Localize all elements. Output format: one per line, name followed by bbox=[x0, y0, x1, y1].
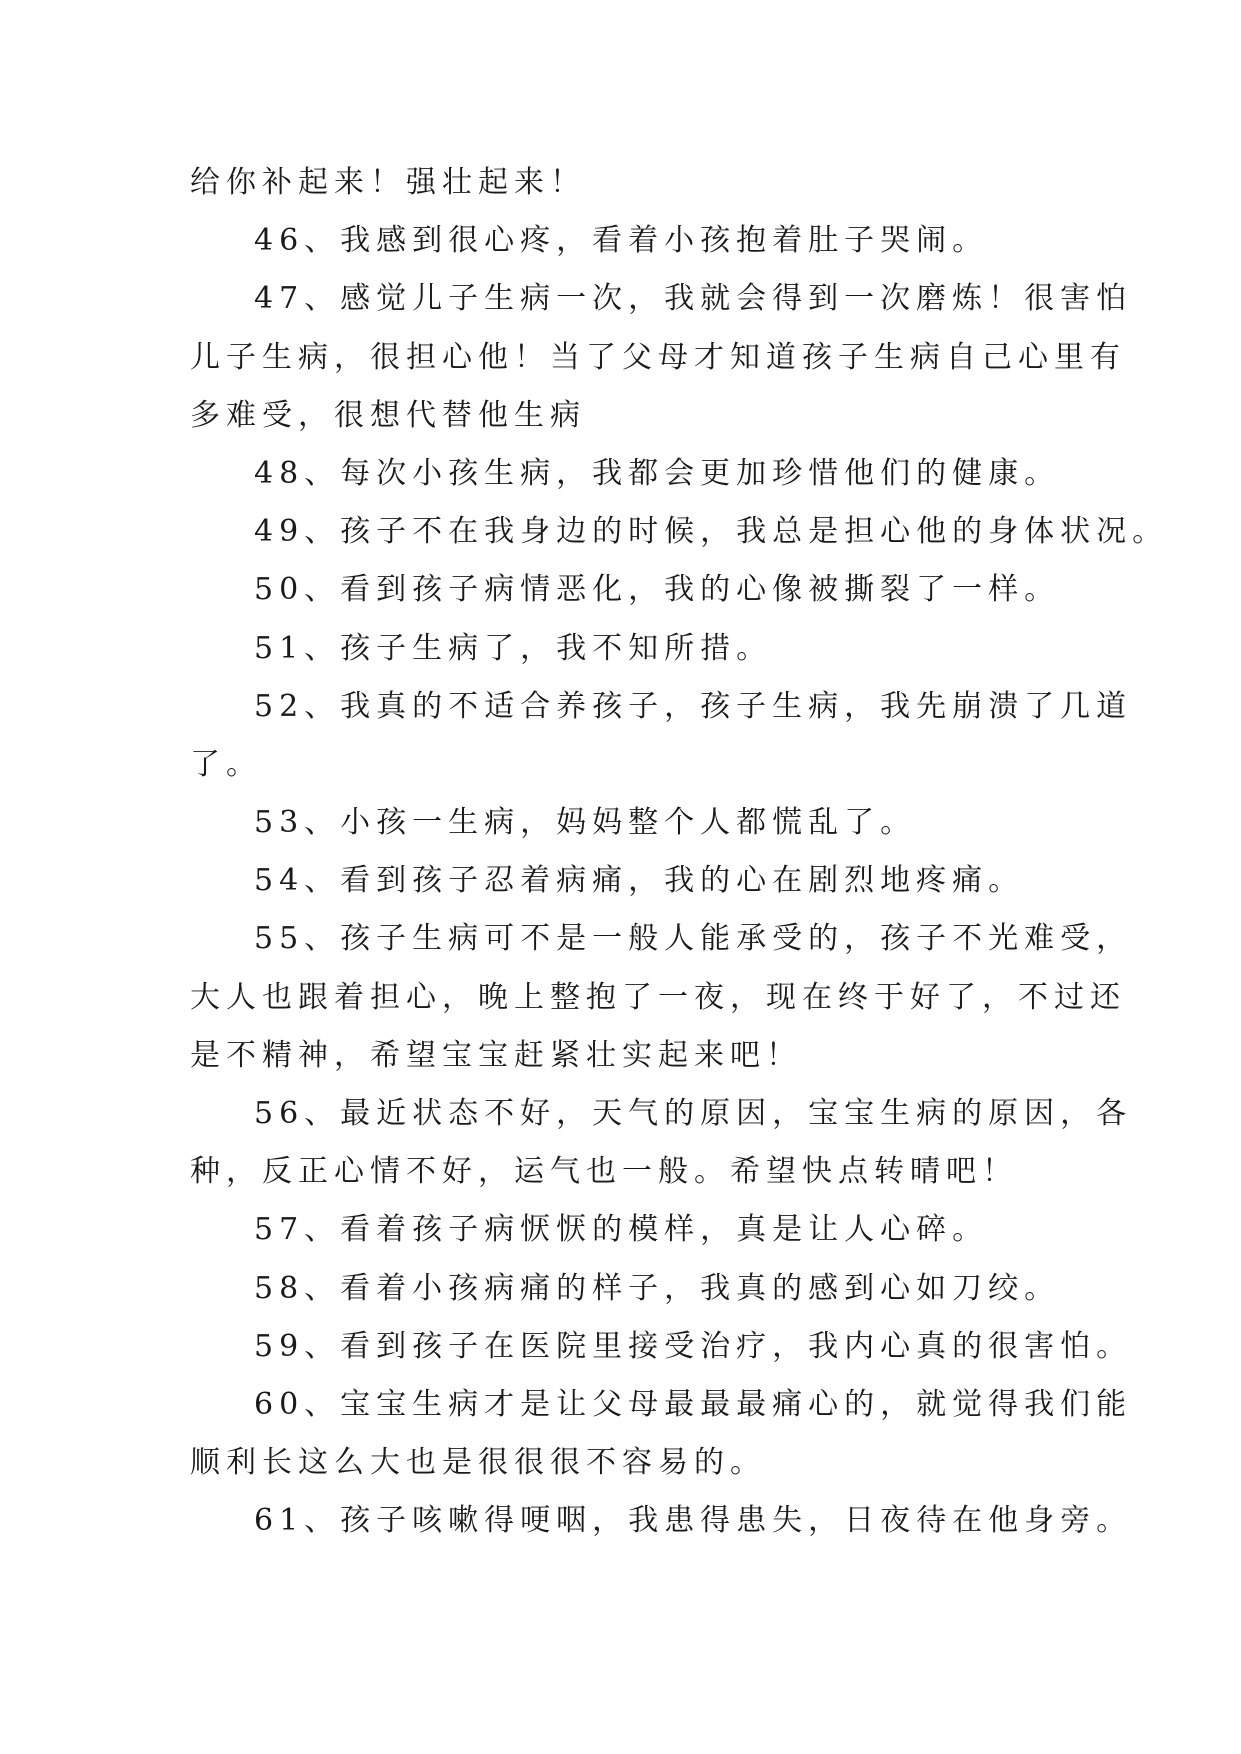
text-line: 60、宝宝生病才是让父母最最最痛心的，就觉得我们能 bbox=[254, 1386, 1133, 1422]
text-line: 48、每次小孩生病，我都会更加珍惜他们的健康。 bbox=[254, 455, 1061, 491]
text-line: 顺利长这么大也是很很很不容易的。 bbox=[190, 1445, 766, 1481]
text-line: 53、小孩一生病，妈妈整个人都慌乱了。 bbox=[254, 805, 917, 841]
text-line: 54、看到孩子忍着病痛，我的心在剧烈地疼痛。 bbox=[254, 863, 1025, 899]
text-line: 种，反正心情不好，运气也一般。希望快点转晴吧！ bbox=[190, 1154, 1018, 1190]
text-line: 46、我感到很心疼，看着小孩抱着肚子哭闹。 bbox=[254, 223, 989, 259]
text-line: 是不精神，希望宝宝赶紧壮实起来吧！ bbox=[190, 1037, 802, 1073]
text-line: 52、我真的不适合养孩子，孩子生病，我先崩溃了几道 bbox=[254, 688, 1133, 724]
text-line: 59、看到孩子在医院里接受治疗，我内心真的很害怕。 bbox=[254, 1328, 1133, 1364]
text-line: 给你补起来！强壮起来！ bbox=[190, 165, 586, 200]
text-line: 多难受，很想代替他生病 bbox=[190, 397, 586, 433]
text-line: 儿子生病，很担心他！当了父母才知道孩子生病自己心里有 bbox=[190, 339, 1126, 375]
text-line: 51、孩子生病了，我不知所措。 bbox=[254, 630, 773, 666]
document-body bbox=[190, 154, 1169, 1551]
text-line: 56、最近状态不好，天气的原因，宝宝生病的原因，各 bbox=[254, 1096, 1133, 1131]
text-line: 57、看着孩子病恹恹的模样，真是让人心碎。 bbox=[254, 1212, 989, 1248]
text-line: 50、看到孩子病情恶化，我的心像被撕裂了一样。 bbox=[254, 572, 1061, 608]
text-line: 61、孩子咳嗽得哽咽，我患得患失，日夜待在他身旁。 bbox=[254, 1503, 1133, 1539]
text-line: 58、看着小孩病痛的样子，我真的感到心如刀绞。 bbox=[254, 1270, 1061, 1306]
text-line: 47、感觉儿子生病一次，我就会得到一次磨炼！很害怕 bbox=[254, 281, 1133, 317]
text-line: 55、孩子生病可不是一般人能承受的，孩子不光难受， bbox=[254, 921, 1133, 957]
text-line: 了。 bbox=[190, 746, 262, 782]
text-line: 49、孩子不在我身边的时候，我总是担心他的身体状况。 bbox=[254, 514, 1169, 550]
text-line: 大人也跟着担心，晚上整抱了一夜，现在终于好了，不过还 bbox=[190, 979, 1126, 1015]
